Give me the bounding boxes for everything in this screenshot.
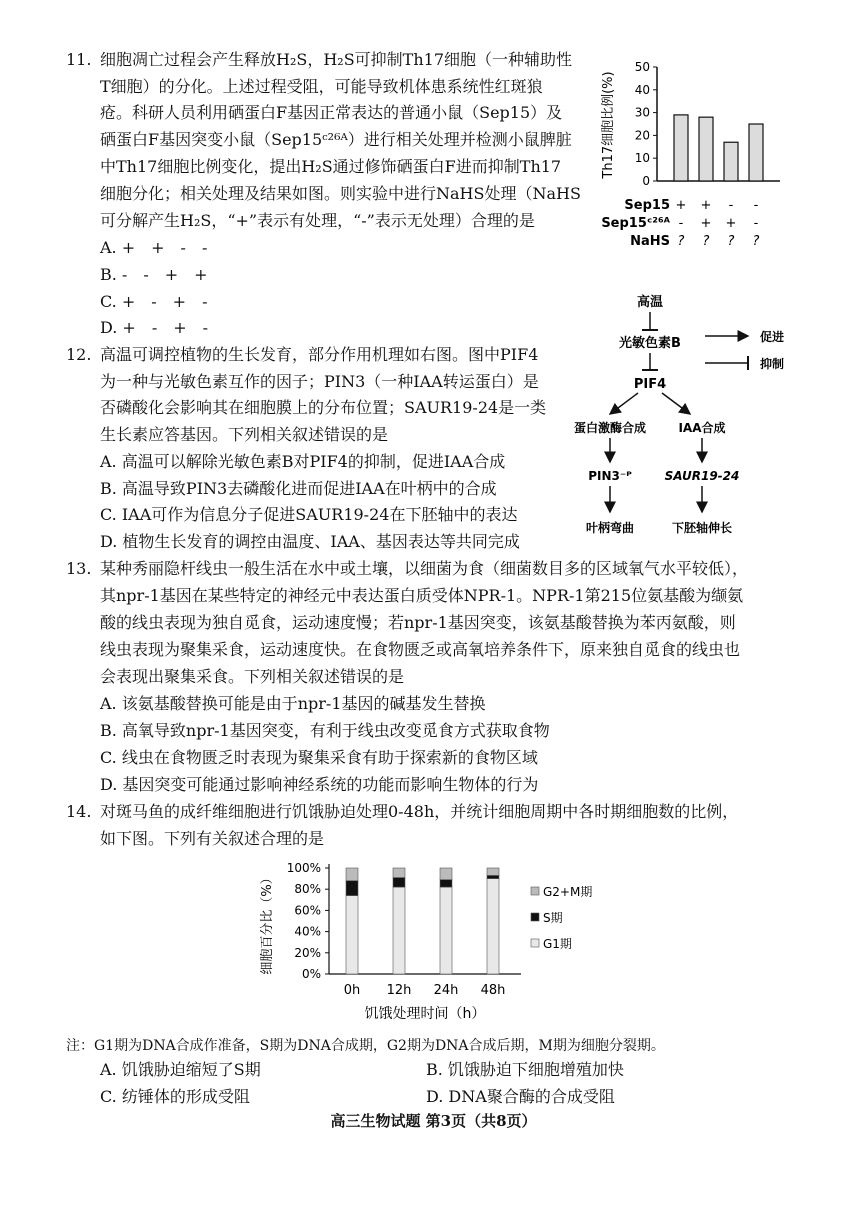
cell-bar-segment <box>440 887 452 974</box>
q14-line: 对斑马鱼的成纤维细胞进行饥饿胁迫处理0-48h，并统计细胞周期中各时期细胞数的比例， <box>100 802 739 821</box>
q14-option-d[interactable]: D. DNA聚合酶的合成受阻 <box>426 1087 615 1106</box>
cell-legend-swatch <box>531 939 539 947</box>
treatment-cell: - <box>678 216 684 231</box>
cell-bar-segment <box>440 880 452 887</box>
cell-bar-segment <box>487 879 499 974</box>
cell-cycle-chart <box>255 858 615 1028</box>
th17-bar <box>724 142 738 181</box>
cell-x-label: 48h <box>480 983 506 998</box>
node-pin3: PIN3⁻ᴾ <box>588 469 632 483</box>
cell-x-label: 24h <box>433 983 459 998</box>
cell-x-label: 12h <box>386 983 412 998</box>
cell-x-label: 0h <box>343 983 361 998</box>
pathway-diagram <box>570 290 860 550</box>
cell-bar-segment <box>346 881 358 896</box>
th17-chart <box>600 55 800 255</box>
node-petiole: 叶柄弯曲 <box>585 521 635 535</box>
th17-y-tick-label: 50 <box>634 60 650 74</box>
cell-bar-segment <box>346 868 358 881</box>
q11-option-b[interactable]: B. - - + + <box>100 265 208 284</box>
q14-option-b[interactable]: B. 饥饿胁迫下细胞增殖加快 <box>426 1060 624 1079</box>
q14-number: 14. <box>66 802 92 821</box>
q11-line: 细胞分化；相关处理及结果如图。则实验中进行NaHS处理（NaHS <box>100 184 581 203</box>
th17-y-tick-label: 30 <box>634 105 650 120</box>
cell-bar-segment <box>346 896 358 974</box>
legend-inhibit: 抑制 <box>760 357 785 371</box>
q13-line: 线虫表现为聚集采食，运动速度快。在食物匮乏或高氧培养条件下，原来独自觅食的线虫也 <box>100 640 741 659</box>
cell-bar-segment <box>440 868 452 880</box>
q11-line: 硒蛋白F基因突变小鼠（Sep15ᶜ²⁶ᴬ）进行相关处理并检测小鼠脾脏 <box>100 130 572 149</box>
row-label-nahs: NaHS <box>630 234 670 249</box>
cell-legend-label: G1期 <box>543 937 572 951</box>
treatment-cell: ? <box>752 234 760 249</box>
cell-y-tick-label: 20% <box>294 945 321 960</box>
cell-legend-swatch <box>531 887 539 895</box>
th17-bar <box>674 115 688 181</box>
treatment-cell: + <box>700 198 712 213</box>
th17-ylabel: Th17细胞比例(%) <box>601 71 616 179</box>
node-high-temp: 高温 <box>636 295 664 310</box>
node-hypocotyl: 下胚轴伸长 <box>671 521 733 535</box>
q12-line: 生长素应答基因。下列相关叙述错误的是 <box>100 425 389 444</box>
th17-y-tick-label: 20 <box>634 128 650 143</box>
q13-option-b[interactable]: B. 高氧导致npr-1基因突变，有利于线虫改变觅食方式获取食物 <box>100 721 550 740</box>
node-phytochrome-b: 光敏色素B <box>619 336 681 351</box>
q14-option-c[interactable]: C. 纺锤体的形成受阻 <box>100 1087 250 1106</box>
th17-y-tick-label: 10 <box>634 151 650 166</box>
q11-option-d[interactable]: D. + - + - <box>100 318 209 337</box>
legend-promote: 促进 <box>760 330 785 344</box>
q12-option-c[interactable]: C. IAA可作为信息分子促进SAUR19-24在下胚轴中的表达 <box>100 505 518 524</box>
q13-line: 某种秀丽隐杆线虫一般生活在水中或土壤，以细菌为食（细菌数目多的区域氧气水平较低）， <box>100 559 749 578</box>
cell-bar-segment <box>393 878 405 888</box>
treatment-cell: ? <box>702 234 710 249</box>
q12-line: 高温可调控植物的生长发育，部分作用机理如右图。图中PIF4 <box>100 345 539 364</box>
cell-y-tick-label: 0% <box>301 967 321 981</box>
th17-bar <box>749 124 763 181</box>
q12-option-d[interactable]: D. 植物生长发育的调控由温度、IAA、基因表达等共同完成 <box>100 532 520 551</box>
cell-y-tick-label: 80% <box>294 882 321 897</box>
q11-line: 中Th17细胞比例变化，提出H₂S通过修饰硒蛋白F进而抑制Th17 <box>100 157 562 176</box>
cell-legend-label: G2+M期 <box>543 885 593 899</box>
q12-option-a[interactable]: A. 高温可以解除光敏色素B对PIF4的抑制，促进IAA合成 <box>100 452 506 471</box>
cell-bar-segment <box>487 875 499 878</box>
q11-number: 11. <box>66 50 92 69</box>
cell-chart-xlabel: 饥饿处理时间（h） <box>364 1006 486 1022</box>
treatment-cell: ? <box>727 234 735 249</box>
treatment-cell: - <box>728 198 734 213</box>
q12-option-b[interactable]: B. 高温导致PIN3去磷酸化进而促进IAA在叶柄中的合成 <box>100 479 497 498</box>
treatment-cell: + <box>700 216 712 231</box>
q11-line: 疮。科研人员利用硒蛋白F基因正常表达的普通小鼠（Sep15）及 <box>100 103 563 122</box>
q13-line: 其npr-1基因在某些特定的神经元中表达蛋白质受体NPR-1。NPR-1第215位氨基酸为缬氨 <box>100 586 744 605</box>
row-label-sep15-c26a: Sep15ᶜ²⁶ᴬ <box>601 216 670 231</box>
cell-y-tick-label: 60% <box>294 903 321 918</box>
q13-option-d[interactable]: D. 基因突变可能通过影响神经系统的功能而影响生物体的行为 <box>100 775 539 794</box>
q14-option-a[interactable]: A. 饥饿胁迫缩短了S期 <box>100 1060 261 1079</box>
th17-y-tick-label: 0 <box>642 174 650 188</box>
cell-legend-swatch <box>531 913 539 921</box>
treatment-cell: + <box>675 198 687 213</box>
treatment-cell: - <box>753 216 759 231</box>
q11-option-c[interactable]: C. + - + - <box>100 292 208 311</box>
row-label-sep15: Sep15 <box>624 198 670 213</box>
cell-legend-label: S期 <box>543 911 563 925</box>
q13-line: 酸的线虫表现为独自觅食，运动速度慢；若npr-1基因突变，该氨基酸替换为苯丙氨酸，则 <box>100 613 736 632</box>
node-kinase: 蛋白激酶合成 <box>573 421 647 435</box>
q11-line: 细胞凋亡过程会产生释放H₂S，H₂S可抑制Th17细胞（一种辅助性 <box>100 50 572 69</box>
q11-line: T细胞）的分化。上述过程受阻，可能导致机体患系统性红斑狼 <box>100 77 543 96</box>
treatment-cell: + <box>725 216 737 231</box>
node-iaa-synthesis: IAA合成 <box>678 421 726 435</box>
q11-line: 可分解产生H₂S，“+”表示有处理，“-”表示无处理）合理的是 <box>100 211 535 230</box>
q12-line: 否磷酸化会影响其在细胞膜上的分布位置；SAUR19-24是一类 <box>100 398 547 417</box>
q13-option-c[interactable]: C. 线虫在食物匮乏时表现为聚集采食有助于探索新的食物区域 <box>100 748 538 767</box>
q11-option-a[interactable]: A. + + - - <box>100 238 208 257</box>
th17-y-tick-label: 40 <box>634 82 650 97</box>
cell-bar-segment <box>487 868 499 875</box>
th17-bar <box>699 117 713 181</box>
node-pif4: PIF4 <box>633 377 667 392</box>
cell-bar-segment <box>393 868 405 878</box>
q13-option-a[interactable]: A. 该氨基酸替换可能是由于npr-1基因的碱基发生替换 <box>100 694 486 713</box>
treatment-cell: - <box>753 198 759 213</box>
q14-note: 注：G1期为DNA合成作准备，S期为DNA合成期，G2期为DNA合成后期，M期为细胞分裂期。 <box>66 1038 665 1054</box>
node-saur: SAUR19-24 <box>664 469 740 483</box>
q12-number: 12. <box>66 345 92 364</box>
q13-line: 会表现出聚集采食。下列相关叙述错误的是 <box>100 667 405 686</box>
cell-y-tick-label: 40% <box>294 924 321 939</box>
q13-number: 13. <box>66 559 92 578</box>
page-footer: 高三生物试题 第3页（共8页） <box>330 1112 537 1130</box>
treatment-cell: ? <box>677 234 685 249</box>
q14-line: 如下图。下列有关叙述合理的是 <box>100 829 325 848</box>
cell-chart-ylabel: 细胞百分比（%） <box>260 871 275 975</box>
cell-bar-segment <box>393 887 405 974</box>
q12-line: 为一种与光敏色素互作的因子；PIN3（一种IAA转运蛋白）是 <box>100 372 539 391</box>
cell-y-tick-label: 100% <box>286 861 321 875</box>
